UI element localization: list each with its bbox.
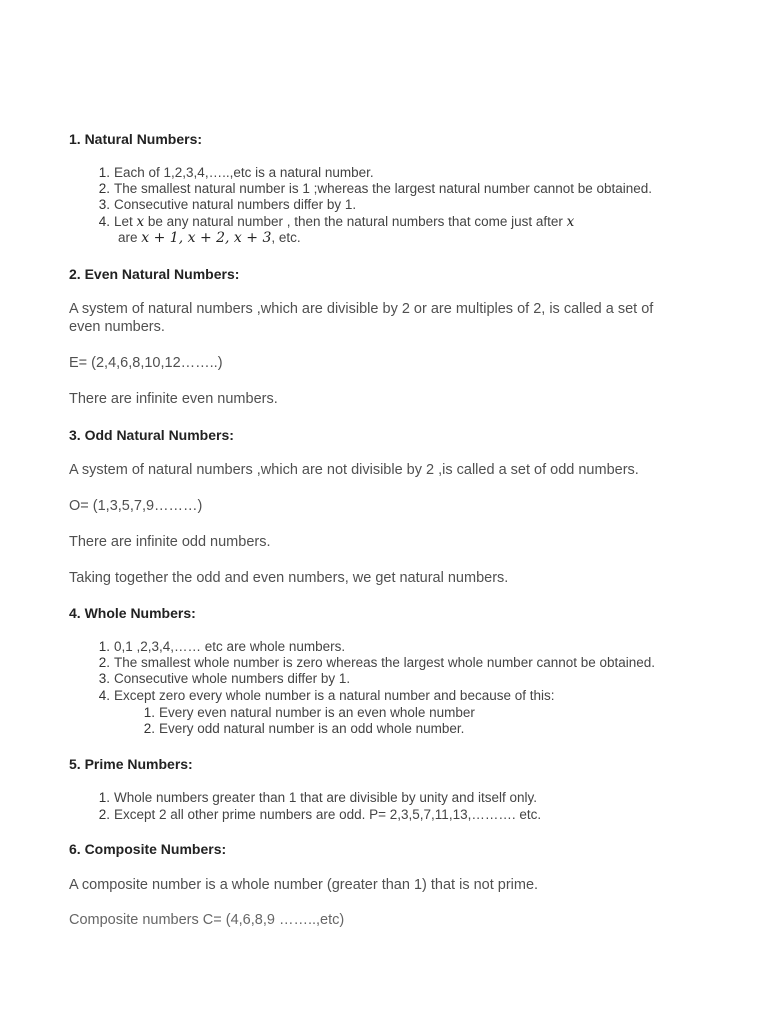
section-heading-natural-numbers: 1. Natural Numbers: [69, 131, 203, 147]
list-item [98, 671, 351, 687]
list-item [98, 165, 374, 181]
sub-list-item [143, 721, 465, 737]
list-item-text-a: Let [114, 214, 137, 229]
list-number: 1. [143, 705, 155, 720]
even-infinite-text: There are infinite even numbers. [69, 391, 278, 407]
list-item-text: Every even natural number is an even whole number [159, 705, 475, 720]
list-item-text: Each of 1,2,3,4,…..,etc is a natural number. [114, 165, 374, 180]
sub-list-item [143, 705, 475, 721]
list-number: 1. [98, 639, 110, 654]
list-item-text: Whole numbers greater than 1 that are divisible by unity and itself only. [114, 790, 537, 805]
list-number: 1. [98, 165, 110, 180]
math-variable: x [566, 214, 575, 230]
section-heading-composite-numbers: 6. Composite Numbers: [69, 841, 227, 857]
even-set: E= (2,4,6,8,10,12……..) [69, 355, 223, 371]
list-item [98, 655, 656, 671]
odd-paragraph: A system of natural numbers ,which are not divisible by 2 ,is called a set of odd numbers. [69, 462, 639, 478]
list-number: 4. [98, 214, 110, 229]
list-item-continuation [118, 230, 301, 246]
list-item-text: The smallest natural number is 1 ;whereas the largest natural number cannot be obtained. [114, 181, 653, 196]
list-number: 2. [143, 721, 155, 736]
section-heading-odd-numbers: 3. Odd Natural Numbers: [69, 427, 234, 443]
odd-infinite-text: There are infinite odd numbers. [69, 534, 271, 550]
continuation-text-b: , etc. [271, 230, 301, 245]
math-variable: x [136, 214, 145, 230]
list-item-text: Every odd natural number is an odd whole number. [159, 721, 465, 736]
list-item-text: Consecutive whole numbers differ by 1. [114, 671, 351, 686]
list-item [98, 181, 653, 197]
section-heading-even-numbers: 2. Even Natural Numbers: [69, 266, 240, 282]
list-number: 2. [98, 181, 110, 196]
list-item [98, 790, 537, 806]
list-item-text-b: be any natural number , then the natural numbers that come just after [144, 214, 567, 229]
odd-even-combined-text: Taking together the odd and even numbers, we get natural numbers. [69, 570, 509, 586]
list-number: 1. [98, 790, 110, 805]
list-item-text: Except zero every whole number is a natural number and because of this: [114, 688, 555, 703]
list-item [98, 639, 346, 655]
list-item-text: Except 2 all other prime numbers are odd. P= 2,3,5,7,11,13,………. etc. [114, 807, 542, 822]
composite-set: Composite numbers C= (4,6,8,9 ……..,etc) [69, 912, 345, 928]
list-item [98, 688, 555, 704]
continuation-text-a: are [118, 230, 142, 245]
list-number: 3. [98, 671, 110, 686]
section-heading-prime-numbers: 5. Prime Numbers: [69, 756, 193, 772]
list-item [98, 197, 357, 213]
list-number: 2. [98, 807, 110, 822]
list-item-text: Consecutive natural numbers differ by 1. [114, 197, 357, 212]
even-paragraph-line-2: even numbers. [69, 319, 165, 335]
list-item-text: The smallest whole number is zero whereas the largest whole number cannot be obtained. [114, 655, 656, 670]
odd-set: O= (1,3,5,7,9………) [69, 498, 203, 514]
list-number: 3. [98, 197, 110, 212]
math-expression: x + 1, x + 2, x + 3 [141, 230, 272, 246]
list-item-text: 0,1 ,2,3,4,…… etc are whole numbers. [114, 639, 346, 654]
list-number: 2. [98, 655, 110, 670]
list-item [98, 214, 575, 230]
list-item [98, 807, 542, 823]
composite-paragraph: A composite number is a whole number (greater than 1) that is not prime. [69, 877, 539, 893]
list-number: 4. [98, 688, 110, 703]
section-heading-whole-numbers: 4. Whole Numbers: [69, 605, 196, 621]
even-paragraph-line-1: A system of natural numbers ,which are divisible by 2 or are multiples of 2, is called a set of [69, 301, 654, 317]
